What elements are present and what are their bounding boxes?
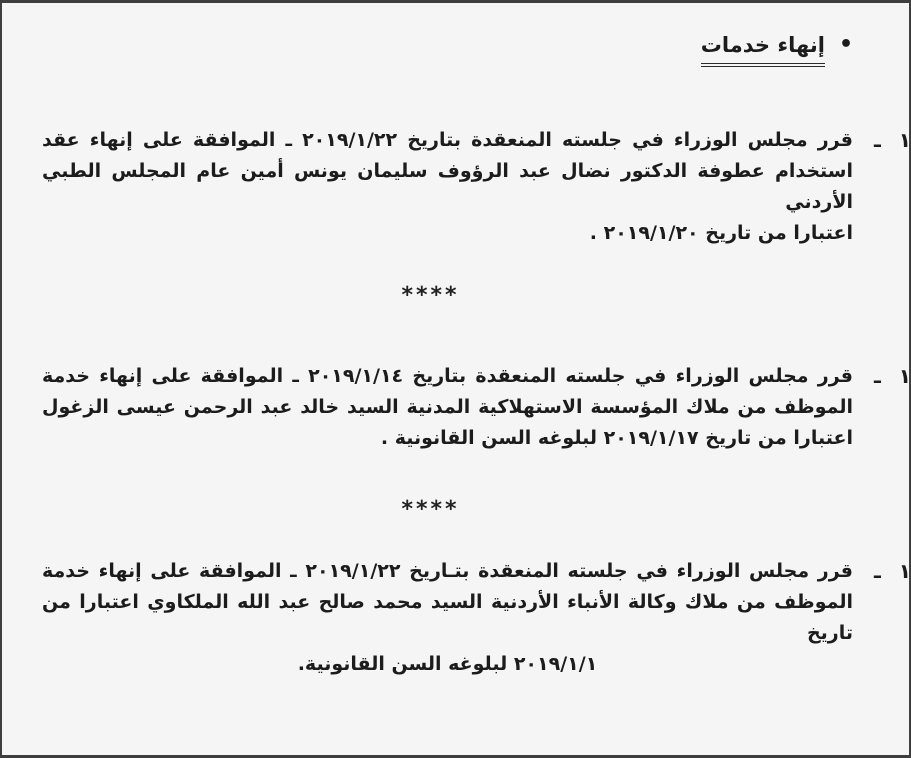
decree-item-3 [42, 556, 911, 680]
list-marker [874, 361, 911, 392]
decree-line: قرر مجلس الوزراء في جلسته المنعقدة بتاريخ ٢٠١٩/١/١٤ ـ الموافقة على إنهاء خدمة [42, 365, 854, 387]
section-heading [42, 28, 853, 67]
list-marker-dash: ـ [873, 559, 881, 583]
list-marker-number: ١ [898, 559, 911, 583]
list-marker-dash: ـ [873, 364, 881, 388]
bullet-icon: • [838, 32, 853, 57]
decree-line: اعتبارا من تاريخ ٢٠١٩/١/١٧ لبلوغه السن القانونية . [380, 427, 853, 449]
asterisk-separator: **** [401, 283, 460, 308]
decree-item-2 [42, 361, 911, 454]
section-heading-text: إنهاء خدمات [701, 28, 825, 67]
decree-line: الموظف من ملاك المؤسسة الاستهلاكية المدنية السيد خالد عبد الرحمن عيسى الزغول [42, 396, 853, 418]
list-marker-number: ١ [898, 364, 911, 388]
decree-line: استخدام عطوفة الدكتور نضال عبد الرؤوف سليمان يونس أمين عام المجلس الطبي الأردني [42, 160, 853, 213]
asterisk-separator: **** [401, 497, 460, 522]
list-marker [874, 125, 911, 156]
list-marker [874, 556, 911, 587]
decree-line: ٢٠١٩/١/١ لبلوغه السن القانونية. [297, 653, 598, 675]
page [2, 3, 909, 680]
decree-line: اعتبارا من تاريخ ٢٠١٩/١/٢٠ . [589, 222, 853, 244]
list-marker-number: ١ [898, 128, 911, 152]
list-marker-dash: ـ [873, 128, 881, 152]
decree-line: قرر مجلس الوزراء في جلسته المنعقدة بتاريخ ٢٠١٩/١/٢٢ ـ الموافقة على إنهاء عقد [42, 129, 853, 151]
decree-line: الموظف من ملاك وكالة الأنباء الأردنية السيد محمد صالح عبد الله الملكاوي اعتبارا من تاريخ [42, 591, 853, 644]
decree-item-1 [42, 125, 911, 249]
decree-line: قرر مجلس الوزراء في جلسته المنعقدة بتـاريخ ٢٠١٩/١/٢٢ ـ الموافقة على إنهاء خدمة [42, 560, 854, 582]
